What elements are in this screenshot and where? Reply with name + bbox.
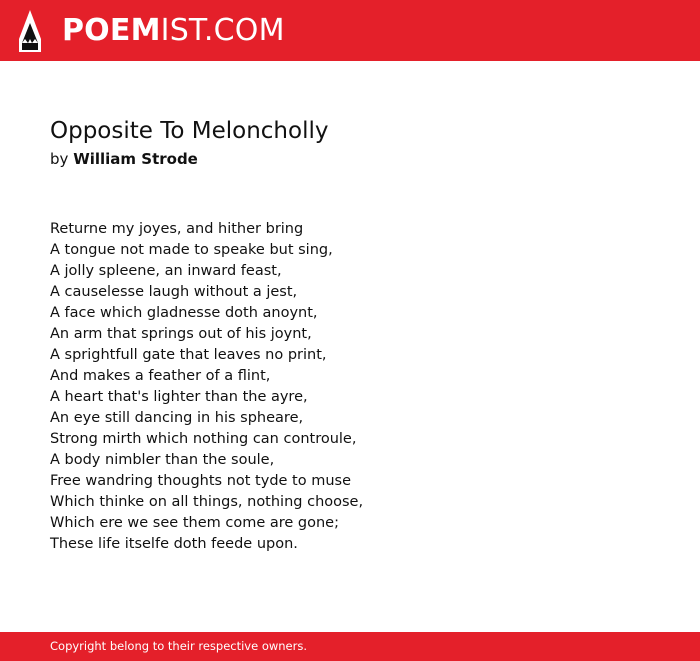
poem-header (50, 116, 670, 170)
poem-body (50, 219, 670, 555)
poem-line: A tongue not made to speake but sing, (50, 242, 333, 258)
poem-line: An eye still dancing in his spheare, (50, 410, 304, 426)
poem-line: A causelesse laugh without a jest, (50, 284, 298, 300)
logo-text-light: IST.COM (160, 13, 285, 48)
by-label: by (50, 150, 69, 168)
poem-line: Strong mirth which nothing can controule, (50, 431, 357, 447)
site-header (0, 0, 700, 61)
poem-line: These life itselfe doth feede upon. (50, 536, 298, 552)
author-name: William Strode (73, 150, 198, 168)
logo-text-strong: POEM (62, 13, 161, 48)
site-footer (0, 632, 700, 661)
poem-line: A body nimbler than the soule, (50, 452, 275, 468)
poem-line: And makes a feather of a flint, (50, 368, 271, 384)
byline (50, 148, 670, 170)
poem-line: Free wandring thoughts not tyde to muse (50, 473, 352, 489)
poem-line: A heart that's lighter than the ayre, (50, 389, 308, 405)
copyright-text: Copyright belong to their respective owners. (50, 639, 308, 653)
poem-line: Which ere we see them come are gone; (50, 515, 339, 531)
poem-line: An arm that springs out of his joynt, (50, 326, 312, 342)
poem-line: A jolly spleene, an inward feast, (50, 263, 282, 279)
site-logo[interactable] (62, 12, 285, 50)
poem-line: A face which gladnesse doth anoynt, (50, 305, 318, 321)
poem-line: Returne my joyes, and hither bring (50, 221, 304, 237)
poem-title: Opposite To Meloncholly (50, 118, 329, 144)
poem-line: Which thinke on all things, nothing choose, (50, 494, 364, 510)
pen-nib-icon (17, 9, 43, 53)
poem-line: A sprightfull gate that leaves no print, (50, 347, 327, 363)
